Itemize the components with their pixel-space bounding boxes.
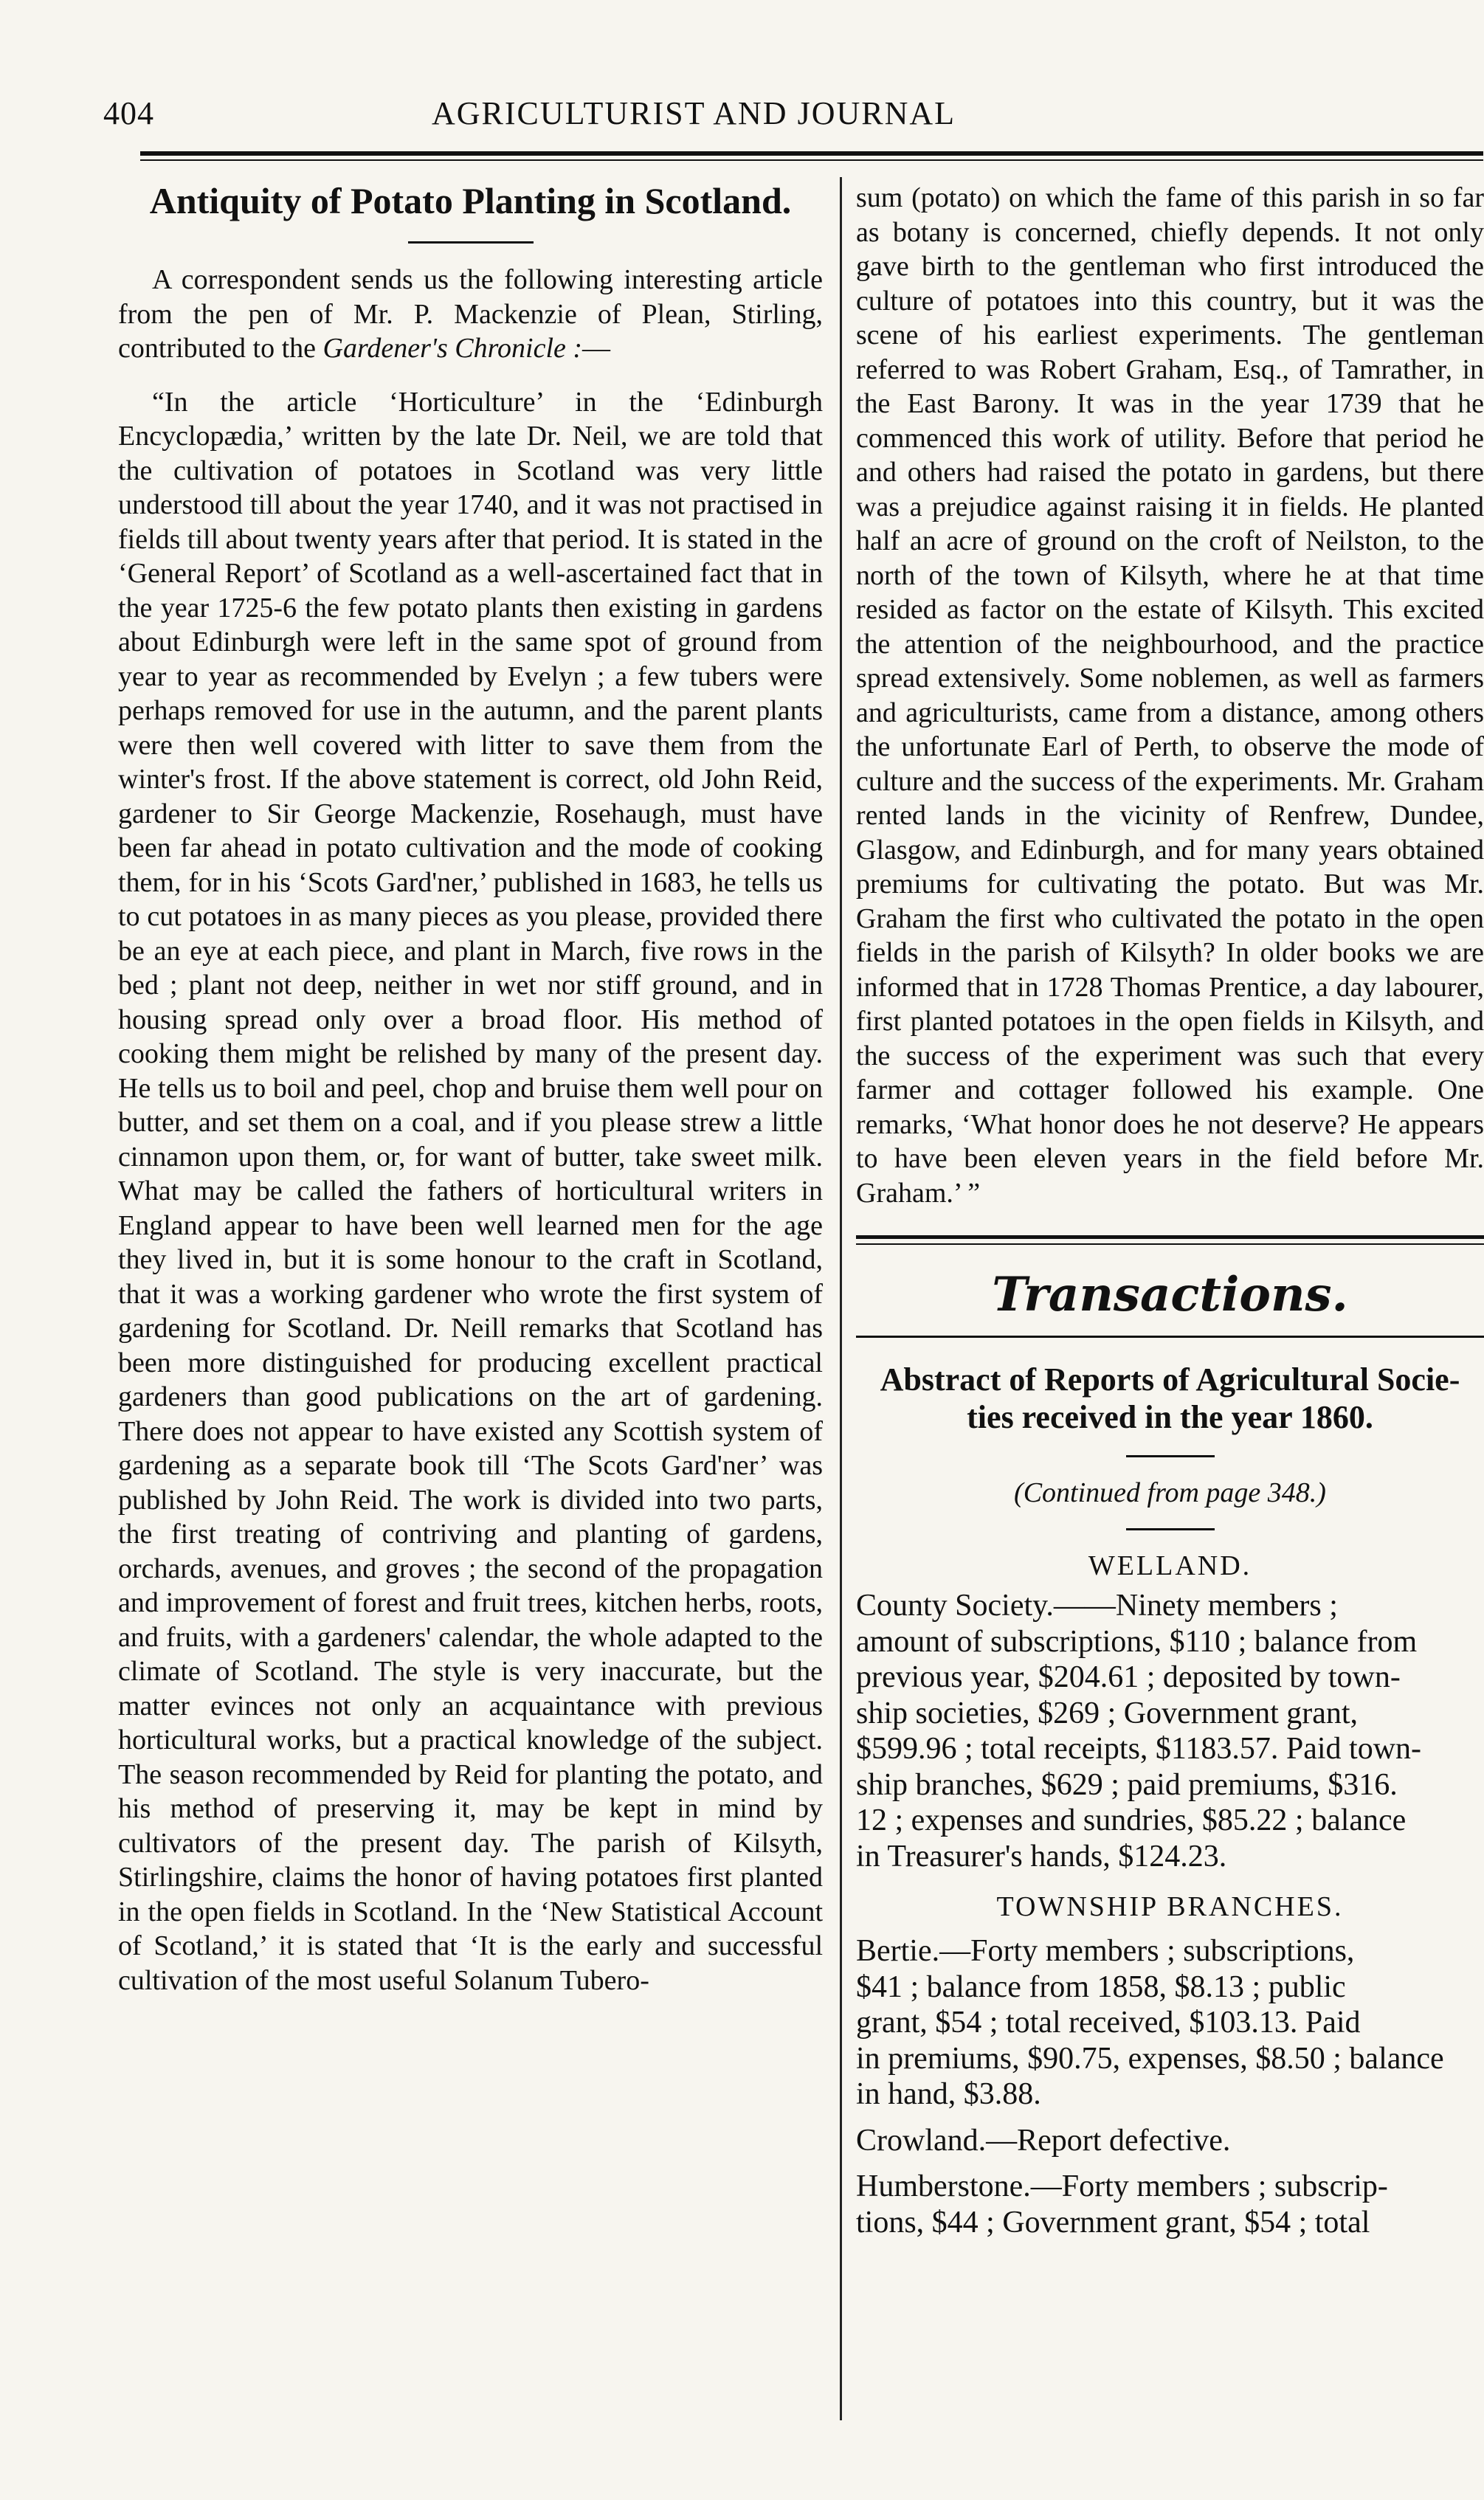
header-rule-light	[140, 159, 1483, 161]
section-break-heavy	[856, 1235, 1484, 1239]
abstract-title-line2: ties received in the year 1860.	[967, 1398, 1373, 1435]
bertie-report-line: in hand, $3.88.	[856, 2077, 1041, 2112]
right-column	[856, 181, 1484, 2240]
continued-note: (Continued from page 348.)	[1014, 1477, 1326, 1509]
article-title: Antiquity of Potato Planting in Scotland.	[149, 180, 792, 221]
bertie-report-line: Bertie.—Forty members ; subscriptions,	[856, 1934, 1355, 1969]
abstract-title-line1: Abstract of Reports of Agricultural Socie-	[880, 1361, 1460, 1398]
county-report-line: ship societies, $269 ; Government grant,	[856, 1696, 1359, 1730]
title-rule	[408, 241, 534, 244]
bertie-report-line: $41 ; balance from 1858, $8.13 ; public	[856, 1969, 1346, 2004]
county-report-line: ship branches, $629 ; paid premiums, $316.	[856, 1767, 1398, 1802]
running-head	[0, 94, 1484, 146]
article-quote-continued: sum (potato) on which the fame of this parish in so far as botany is concerned, chiefly depends. It not only gave birth to the gentleman who first introduced the culture of potatoes into this country, but it was the scene of his earliest experiments. The gentleman referred to was Robert Graham, Esq., of Tamrather, in the East Barony. It was in the year 1739 that he commenced this work of utility. Before that period he and others had raised the potato in gardens, but there was a prejudice against raising it in fields. He planted half an acre of ground on the croft of Neilston, to the north of the town of Kilsyth, where he at that time resided as factor on the estate of Kilsyth. This excited the attention of the neighbourhood, and the practice spread extensively. Some noblemen, as well as farmers and agriculturists, came from a distance, among others the unfortunate Earl of Perth, to observe the mode of culture and the success of the experiments. Mr. Graham rented lands in the vicinity of Renfrew, Dundee, Glasgow, and Edinburgh, and for many years obtained premiums for cultivating the potato. But was Mr. Graham the first who cultivated the potato in the open fields in the parish of Kilsyth? In older books we are informed that in 1728 Thomas Prentice, a day labourer, first planted potatoes in the open fields in Kilsyth, and the success of the experiment was such that every farmer and cottager followed his example. One remarks, ‘What honor does he not deserve? He appears to have been eleven years in the field before Mr. Graham.’ ”	[856, 182, 1484, 1209]
humberstone-report-line: Humberstone.—Forty members ; subscrip-	[856, 2169, 1388, 2204]
intro-dash: —	[582, 333, 611, 364]
page-number: 404	[103, 95, 154, 131]
county-report-line: 12 ; expenses and sundries, $85.22 ; balance	[856, 1803, 1407, 1838]
header-rule-heavy	[140, 151, 1483, 156]
intro-main: A correspondent sends us the following interesting article from the pen of Mr. P. Mackenzie of Plean, Stirling, contributed to the	[118, 264, 823, 364]
county-report-line: County Society.——Ninety members ;	[856, 1589, 1338, 1623]
humberstone-report-line: tions, $44 ; Government grant, $54 ; total	[856, 2205, 1370, 2240]
transactions-rule	[856, 1336, 1484, 1338]
left-column	[118, 181, 823, 1997]
county-report-line: $599.96 ; total receipts, $1183.57. Paid town-	[856, 1732, 1422, 1767]
journal-title: AGRICULTURIST AND JOURNAL	[431, 95, 956, 131]
article-quote: “In the article ‘Horticulture’ in the ‘Edinburgh Encyclopædia,’ written by the late Dr. Neil, we are told that the cultivation of potatoes in Scotland was very little understood till about the year 1740, and it was not practised in fields till about twenty years after that period. It is stated in the ‘General Report’ of Scotland as a well-ascertained fact that in the year 1725-6 the few potato plants then existing in gardens about Edinburgh were left in the same spot of ground from year to year as recommended by Evelyn ; a few tubers were perhaps removed for use in the autumn, and the parent plants were then well covered with litter to save them from the winter's frost. If the above statement is correct, old John Reid, gardener to Sir George Mackenzie, Rosehaugh, must have been far ahead in potato cultivation and the mode of cooking them, for in his ‘Scots Gard'ner,’ published in 1683, he tells us to cut potatoes in as many pieces as you please, provided there be an eye at each piece, and plant in March, five rows in the bed ; plant not deep, neither in wet nor stiff ground, and in housing spread only over a broad floor. His method of cooking them might be relished by many of the present day. He tells us to boil and peel, chop and bruise them well pour on butter, and set them on a coal, and if you please strew a little cinnamon upon them, or, for want of butter, take sweet milk. What may be called the fathers of horticultural writers in England appear to have been well learned men for the age they lived in, but it is some honour to the craft in Scotland, that it was a working gardener who wrote the first system of gardening for Scotland. Dr. Neill remarks that Scotland has been more distinguished for producing excellent practical gardeners than good publications on the art of gardening. There does not appear to have existed any Scottish system of gardening as a separate book till ‘The Scots Gard'ner’ was published by John Reid. The work is divided into two parts, the first treating of contriving and planting of gardens, orchards, avenues, and groves ; the second of the propagation and improvement of forest and fruit trees, kitchen herbs, roots, and fruits, with a gardeners' calendar, the whole adapted to the climate of Scotland. The style is very inaccurate, but the matter evinces not only an acquaintance with previous horticultural works, but a practical knowledge of the subject. The season recommended by Reid for planting the potato, and his method of preserving it, may be kept in mind by cultivators of the present day. The parish of Kilsyth, Stirlingshire, claims the honor of having potatoes first planted in the open fields in Scotland. In the ‘New Statistical Account of Scotland,’ it is stated that ‘It is the early and successful cultivation of the most useful Solanum Tubero-	[118, 386, 824, 1996]
article-intro	[118, 263, 823, 366]
intro-source: Gardener's Chronicle :	[322, 333, 583, 364]
continued-rule	[1126, 1528, 1215, 1530]
bertie-report-line: grant, $54 ; total received, $103.13. Paid	[856, 2006, 1361, 2040]
crowland-report: Crowland.—Report defective.	[856, 2123, 1231, 2158]
township-heading: TOWNSHIP BRANCHES.	[996, 1891, 1344, 1923]
county-heading: WELLAND.	[1088, 1550, 1252, 1582]
county-report-line: amount of subscriptions, $110 ; balance from	[856, 1624, 1418, 1659]
section-break-light	[856, 1243, 1484, 1245]
transactions-heading: Transactions.	[992, 1267, 1348, 1322]
column-divider	[840, 177, 842, 2420]
county-report-line: previous year, $204.61 ; deposited by town-	[856, 1660, 1401, 1695]
abstract-rule	[1126, 1455, 1215, 1457]
county-report-line: in Treasurer's hands, $124.23.	[856, 1839, 1227, 1874]
bertie-report-line: in premiums, $90.75, expenses, $8.50 ; balance	[856, 2041, 1444, 2076]
